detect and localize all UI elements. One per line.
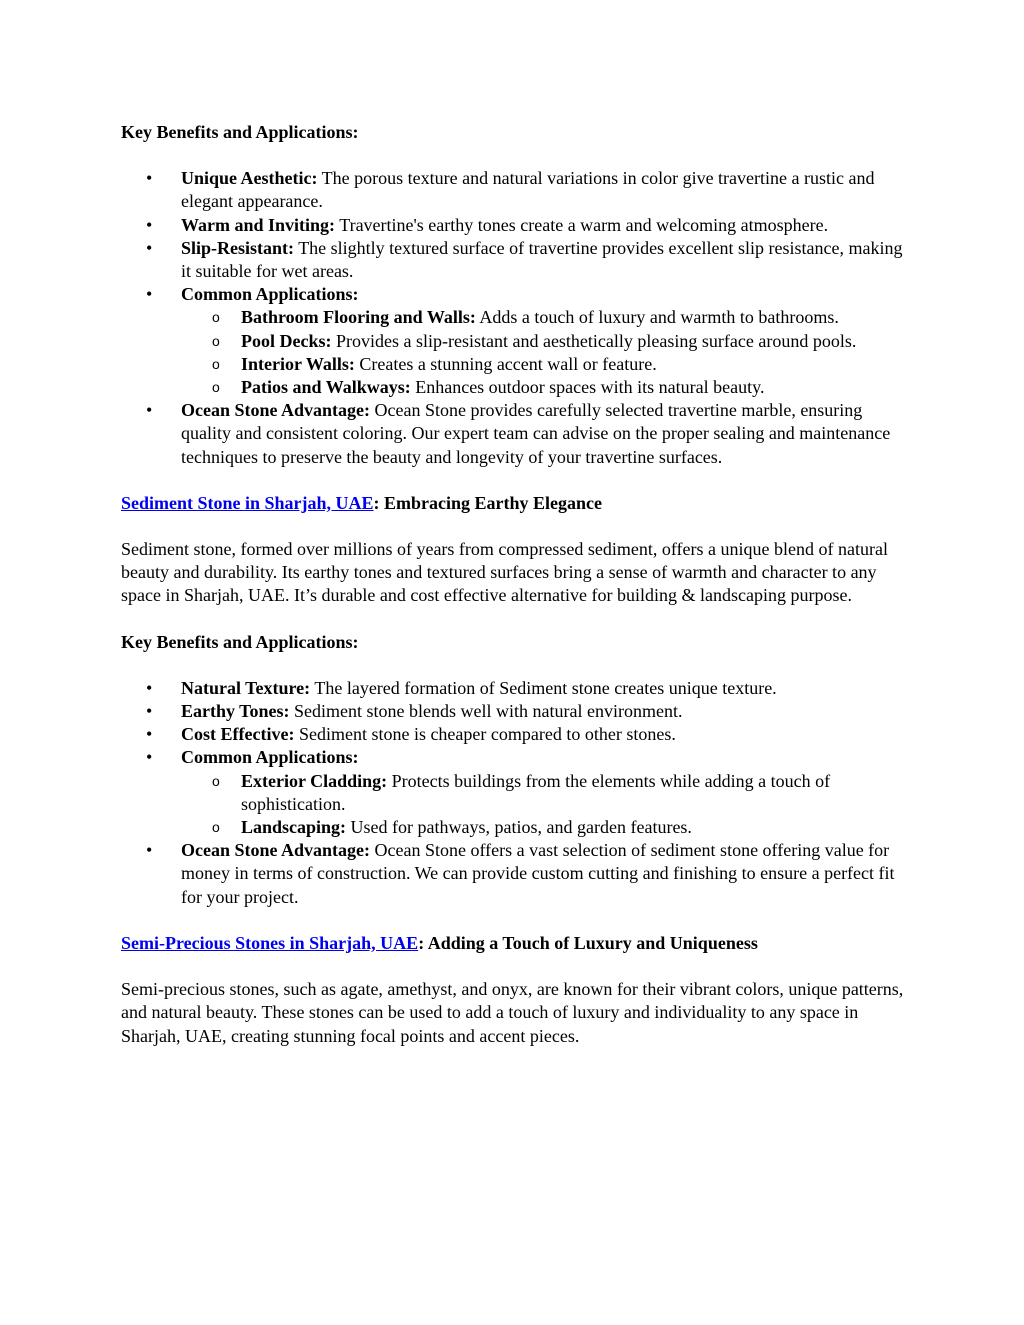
list-item bbox=[121, 723, 911, 746]
list-item bbox=[121, 700, 911, 723]
bullet-icon: • bbox=[146, 214, 153, 235]
sediment-intro-paragraph: Sediment stone, formed over millions of years from compressed sediment, offers a unique blend of natural beauty and durability. Its earthy tones and textured surfaces bring a sense of warmth and character to any space in Sharjah, UAE. It’s durable and cost effective alternative for building & landscaping purpose. bbox=[121, 539, 888, 606]
bullet-icon: • bbox=[146, 724, 153, 745]
sub-item-text: Enhances outdoor spaces with its natural beauty. bbox=[410, 377, 765, 398]
list-item bbox=[121, 399, 911, 469]
bullet-icon: • bbox=[146, 284, 153, 305]
list-item-text: Ocean Stone provides carefully selected travertine marble, ensuring quality and consistent coloring. Our expert team can advise on the proper sealing and maintenance techniques to preserve the beauty and longevity of your travertine surfaces. bbox=[181, 400, 891, 467]
list-item-label: Slip-Resistant: bbox=[181, 237, 295, 258]
sub-item-text: Used for pathways, patios, and garden features. bbox=[346, 817, 692, 838]
bullet-icon: • bbox=[146, 747, 153, 768]
list-item-label: Cost Effective: bbox=[181, 724, 295, 745]
circle-bullet-icon: o bbox=[212, 332, 220, 349]
bullet-icon: • bbox=[146, 237, 153, 258]
list-item bbox=[121, 283, 911, 399]
semi-precious-stones-link[interactable]: Semi-Precious Stones in Sharjah, UAE bbox=[121, 932, 419, 953]
key-benefits-heading: Key Benefits and Applications: bbox=[121, 122, 359, 142]
semi-precious-heading bbox=[121, 932, 911, 955]
list-item bbox=[121, 839, 911, 909]
list-item-label: Common Applications: bbox=[181, 284, 359, 305]
list-item bbox=[121, 677, 911, 700]
bullet-icon: • bbox=[146, 701, 153, 722]
sub-list-item bbox=[181, 376, 911, 399]
sub-list-item bbox=[181, 306, 911, 329]
document-page bbox=[121, 121, 911, 1048]
bullet-icon: • bbox=[146, 840, 153, 861]
heading-rest: : Embracing Earthy Elegance bbox=[373, 492, 603, 513]
sediment-stone-link[interactable]: Sediment Stone in Sharjah, UAE bbox=[121, 492, 374, 513]
bullet-icon: • bbox=[146, 400, 153, 421]
list-item-label: Earthy Tones: bbox=[181, 701, 290, 722]
travertine-benefits-list bbox=[121, 167, 911, 469]
sub-item-label: Patios and Walkways: bbox=[241, 377, 411, 398]
sediment-applications-list bbox=[181, 770, 911, 840]
sediment-benefits-list bbox=[121, 677, 911, 909]
sub-item-text: Protects buildings from the elements while adding a touch of sophistication. bbox=[241, 770, 831, 814]
list-item bbox=[121, 746, 911, 839]
list-item-text: Travertine's earthy tones create a warm and welcoming atmosphere. bbox=[335, 214, 829, 235]
list-item-label: Common Applications: bbox=[181, 747, 359, 768]
list-item-text: The layered formation of Sediment stone creates unique texture. bbox=[310, 677, 777, 698]
list-item-text: The slightly textured surface of travertine provides excellent slip resistance, making it suitable for wet areas. bbox=[181, 237, 903, 282]
list-item bbox=[121, 167, 911, 213]
sub-item-label: Exterior Cladding: bbox=[241, 770, 388, 791]
circle-bullet-icon: o bbox=[212, 772, 220, 789]
sub-item-text: Adds a touch of luxury and warmth to bathrooms. bbox=[475, 307, 839, 328]
heading-rest: : Adding a Touch of Luxury and Uniqueness bbox=[418, 932, 758, 953]
sub-list-item bbox=[181, 770, 911, 816]
circle-bullet-icon: o bbox=[212, 355, 220, 372]
sub-item-label: Bathroom Flooring and Walls: bbox=[241, 307, 476, 328]
list-item-text: The porous texture and natural variations in color give travertine a rustic and elegant appearance. bbox=[181, 168, 875, 212]
sub-list-item bbox=[181, 330, 911, 353]
bullet-icon: • bbox=[146, 168, 153, 189]
sub-list-item bbox=[181, 816, 911, 839]
sub-item-text: Provides a slip-resistant and aesthetically pleasing surface around pools. bbox=[331, 330, 857, 351]
bullet-icon: • bbox=[146, 677, 153, 698]
list-item-text: Sediment stone blends well with natural environment. bbox=[289, 701, 683, 722]
key-benefits-heading: Key Benefits and Applications: bbox=[121, 631, 359, 652]
sediment-stone-heading bbox=[121, 492, 911, 515]
travertine-applications-list bbox=[181, 306, 911, 399]
semi-precious-intro-paragraph: Semi-precious stones, such as agate, amethyst, and onyx, are known for their vibrant colors, unique patterns, and natural beauty. These stones can be used to add a touch of luxury and individuality to any space in Sharjah, UAE, creating stunning focal points and accent pieces. bbox=[121, 979, 904, 1046]
list-item-label: Natural Texture: bbox=[181, 677, 311, 698]
list-item-text: Ocean Stone offers a vast selection of sediment stone offering value for money in terms of construction. We can provide custom cutting and finishing to ensure a perfect fit for your project. bbox=[181, 840, 895, 907]
sub-item-label: Interior Walls: bbox=[241, 353, 355, 374]
list-item-label: Ocean Stone Advantage: bbox=[181, 400, 370, 421]
circle-bullet-icon: o bbox=[212, 309, 220, 326]
list-item-label: Ocean Stone Advantage: bbox=[181, 840, 370, 861]
sub-item-label: Landscaping: bbox=[241, 817, 347, 838]
list-item-label: Warm and Inviting: bbox=[181, 214, 336, 235]
list-item bbox=[121, 214, 911, 237]
list-item-text: Sediment stone is cheaper compared to other stones. bbox=[294, 724, 676, 745]
sub-item-label: Pool Decks: bbox=[241, 330, 332, 351]
sub-item-text: Creates a stunning accent wall or feature. bbox=[354, 353, 657, 374]
circle-bullet-icon: o bbox=[212, 819, 220, 836]
list-item-label: Unique Aesthetic: bbox=[181, 168, 318, 189]
sub-list-item bbox=[181, 353, 911, 376]
list-item bbox=[121, 237, 911, 283]
circle-bullet-icon: o bbox=[212, 379, 220, 396]
